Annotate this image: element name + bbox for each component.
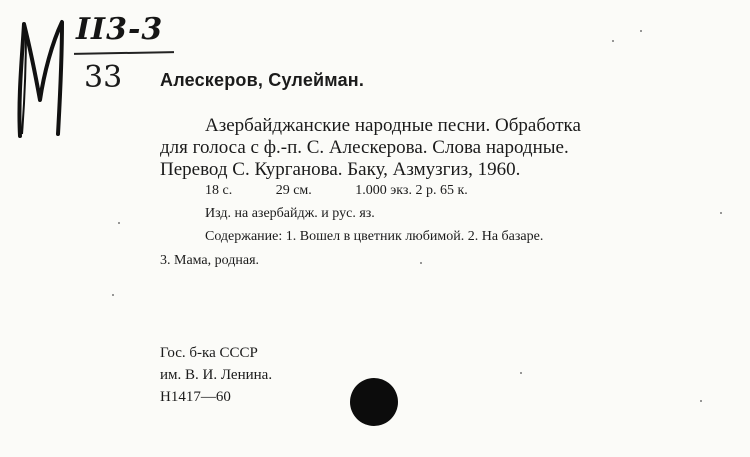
punch-hole [350,378,398,426]
title-line: Перевод С. Курганова. Баку, Азмузгиз, 1960. [160,159,521,180]
collation-line [205,183,508,199]
copies-price: 1.000 экз. 2 р. 65 к. [355,183,468,198]
library-stamp [160,342,272,408]
contents-line: 3. Мама, родная. [160,253,260,268]
scan-speck [118,222,120,224]
size: 29 см. [275,183,312,198]
card-number: Н1417—60 [160,389,231,405]
handwritten-letter-m [12,18,68,138]
author-heading: Алескеров, Сулейман. [160,70,365,90]
shelf-mark-top: II3-3 [76,12,164,47]
scan-speck [112,294,114,296]
scan-speck [520,372,522,374]
scan-speck [720,212,722,214]
title-description [160,115,720,181]
contents-line: Содержание: 1. Вошел в цветник любимой. 2. На базаре. [205,229,544,244]
title-line: Азербайджанские народные песни. Обработка [205,115,581,136]
scan-speck [640,30,642,32]
library-name-line2: им. В. И. Ленина. [160,367,273,383]
scan-speck [612,40,614,42]
shelf-mark-bottom: 33 [84,60,123,95]
pages: 18 с. [205,183,233,198]
library-name: Гос. б-ка СССР [160,345,258,361]
title-line: для голоса с ф.-п. С. Алескерова. Слова народные. [160,137,569,158]
scan-speck [420,262,422,264]
shelf-mark-rule [74,51,174,55]
language-note: Изд. на азербайдж. и рус. яз. [205,206,375,221]
scan-speck [700,400,702,402]
